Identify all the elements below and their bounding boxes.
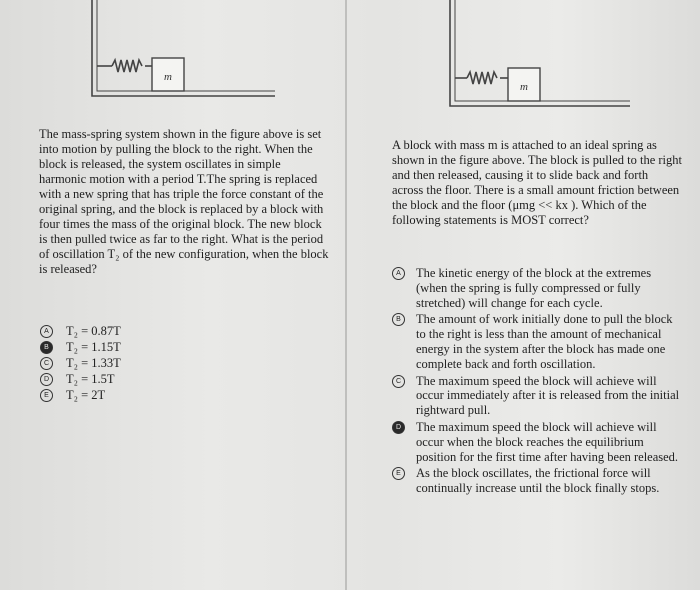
choice-bubble-b[interactable]: B [40, 341, 53, 354]
spring-coil [112, 60, 142, 72]
left-choice-d[interactable] [40, 371, 121, 387]
choice-text: T₂ = 1.33T [66, 355, 121, 370]
choice-bubble-a[interactable]: A [40, 325, 53, 338]
choice-bubble-e[interactable]: E [40, 389, 53, 402]
right-choice-c[interactable] [392, 374, 682, 418]
spring-coil [467, 72, 497, 84]
left-choice-a[interactable] [40, 323, 121, 339]
left-choice-e[interactable] [40, 387, 121, 403]
left-spring-figure [80, 0, 280, 106]
choice-text: The kinetic energy of the block at the extremes (when the spring is fully compressed or fully stretched) will change for each cycle. [416, 266, 652, 310]
left-choice-c[interactable] [40, 355, 121, 371]
left-choice-b[interactable] [40, 339, 121, 355]
right-choice-e[interactable] [392, 466, 682, 496]
left-question-text: The mass-spring system shown in the figure above is set into motion by pulling the block to the right. When the block is released, the system oscillates in simple harmonic motion with a period T.The spring is replaced with a new spring that has triple the force constant of the original spring, and the block is replaced by a block with four times the mass of the original block. The new block is then pulled twice as far to the right. What is the period of oscillation T₂ of the new configuration, when the block is released? [39, 127, 329, 276]
choice-text: The maximum speed the block will achieve will occur when the block reaches the equilibrium position for the first time after having been released. [416, 419, 679, 464]
choice-text: The maximum speed the block will achieve will occur immediately after it is released from the initial rightward pull. [416, 373, 680, 418]
choice-bubble-e[interactable]: E [392, 467, 405, 480]
column-divider [345, 0, 347, 590]
choice-bubble-a[interactable]: A [392, 267, 405, 280]
choice-bubble-b[interactable]: B [392, 313, 405, 326]
choice-bubble-c[interactable]: C [392, 375, 405, 388]
choice-text: T₂ = 2T [66, 387, 106, 402]
right-choice-b[interactable] [392, 312, 682, 371]
right-question-text: A block with mass m is attached to an ideal spring as shown in the figure above. The block is pulled to the right and then released, causing it to slide back and forth across the floor. There is a small amount friction between the block and the floor (μmg << kx ). Which of the following statements is MOST correct? [392, 138, 682, 227]
choice-text: T₂ = 1.15T [66, 339, 121, 354]
right-choice-d[interactable] [392, 420, 682, 464]
choice-text: T₂ = 1.5T [66, 371, 115, 386]
right-spring-figure [435, 0, 635, 115]
choice-bubble-c[interactable]: C [40, 357, 53, 370]
left-mass-label: m [164, 71, 172, 83]
choice-text: The amount of work initially done to pull the block to the right is less than the amount of mechanical energy in the system after the block has made one complete back and forth oscillation. [416, 312, 673, 371]
right-answer-choices [392, 266, 682, 498]
choice-text: T₂ = 0.87T [66, 323, 121, 338]
right-choice-a[interactable] [392, 266, 682, 310]
right-mass-label: m [520, 81, 528, 93]
choice-bubble-d[interactable]: D [392, 421, 405, 434]
choice-bubble-d[interactable]: D [40, 373, 53, 386]
left-answer-choices [40, 323, 121, 403]
choice-text: As the block oscillates, the frictional force will continually increase until the block finally stops. [416, 466, 660, 496]
